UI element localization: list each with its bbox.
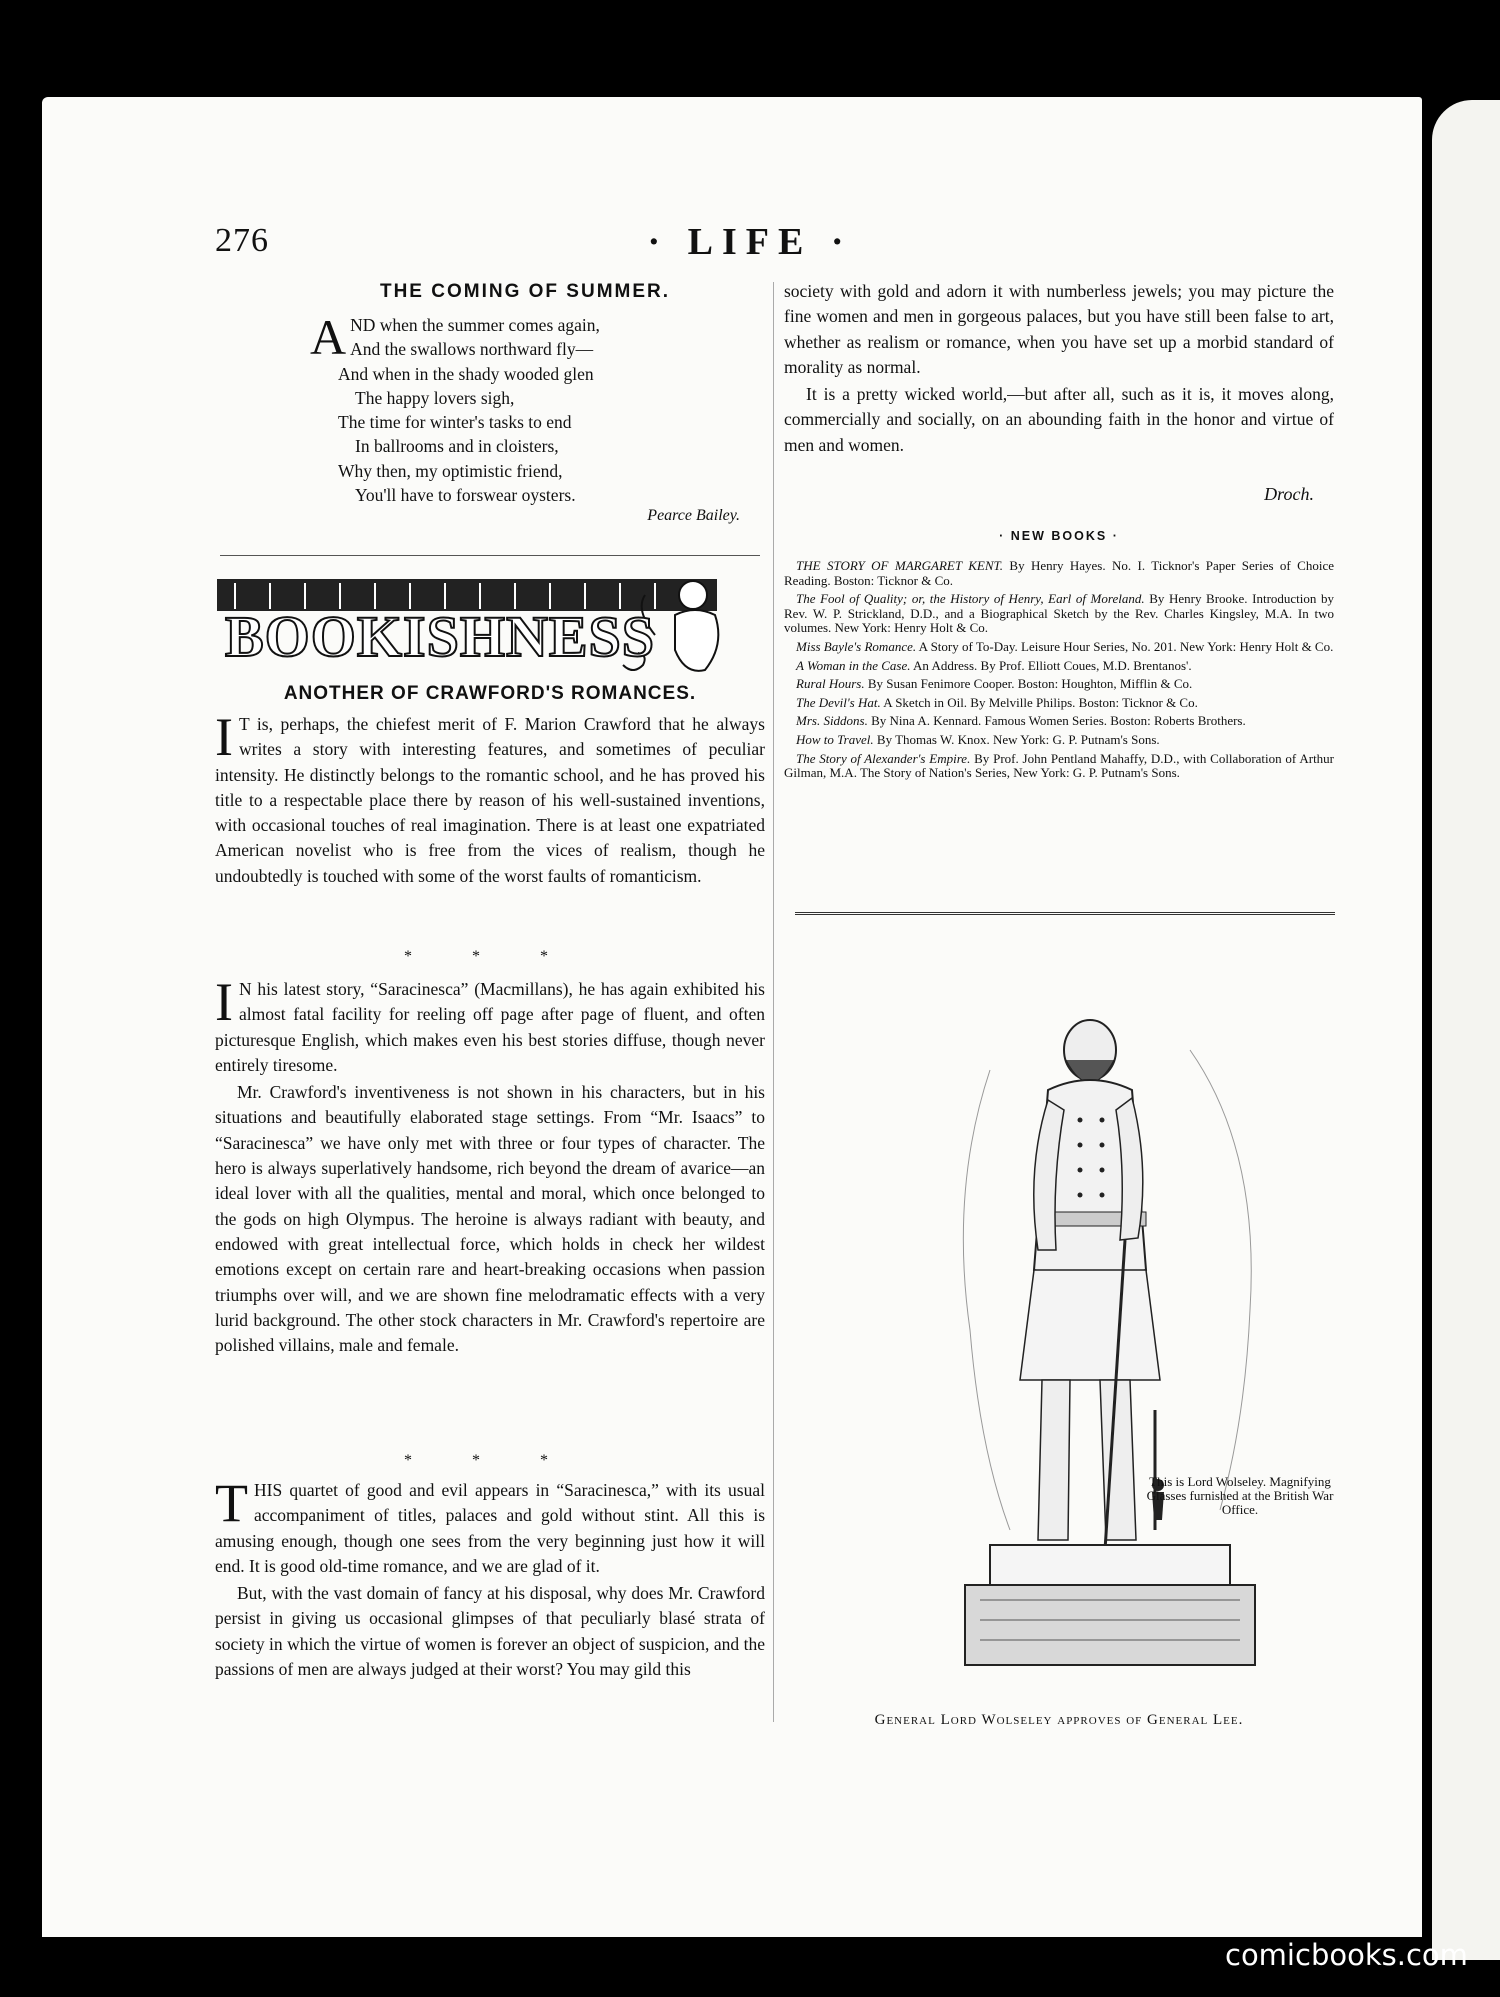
poem-line: And when in the shady wooded glen (338, 363, 594, 384)
book-title: Mrs. Siddons. (796, 713, 868, 729)
paragraph (215, 1473, 765, 1579)
poem-dropcap: A (310, 309, 347, 365)
masthead: · LIFE · (647, 221, 853, 263)
book-details: A Story of To-Day. Leisure Hour Series, No. 201. New York: Henry Holt & Co. (916, 638, 1334, 654)
poem-line: Why then, my optimistic friend, (338, 460, 563, 481)
book-title: How to Travel. (796, 731, 874, 747)
divider (220, 555, 760, 556)
article-body-left-2 (215, 972, 765, 1358)
paragraph (215, 707, 765, 889)
book-title: Miss Bayle's Romance. (796, 638, 917, 654)
bookishness-banner-title: BOOKISHNESS (225, 604, 656, 669)
new-books-list (784, 559, 1334, 785)
book-title: The Devil's Hat. (796, 694, 881, 710)
book-entry (784, 696, 1334, 711)
book-details: By Prof. John Pentland Mahaffy, D.D., with Collaboration of Arthur Gilman, M.A. The Story of Nation's Series, New York: G. P. Putnam's Sons. (784, 750, 1335, 781)
paragraph-text: HIS quartet of good and evil appears in “Saracinesca,” with its usual accompaniment of titles, palaces and gold without stint. All this is amusing enough, though one sees from the very beginning just how it will end. It is good old-time romance, and we are glad of it. (215, 1480, 765, 1576)
divider (795, 912, 1335, 915)
book-entry (784, 640, 1334, 655)
paragraph: It is a pretty wicked world,—but after all, such as it is, it moves along, commercially and socially, on an abounding faith in the honor and virtue of men and women. (784, 384, 1334, 455)
book-entry (784, 592, 1334, 636)
illustration-note: This is Lord Wolseley. Magnifying Glasses furnished at the British War Office. (1146, 1474, 1334, 1517)
book-entry (784, 733, 1334, 748)
paragraph-text: N his latest story, “Saracinesca” (Macmillans), he has again exhibited his almost fatal facility for reeling off page after page of fluent, and often picturesque English, which makes even his best stories diffuse, though never entirely tiresome. (215, 979, 765, 1075)
signature: Droch. (1264, 484, 1314, 504)
book-entry (784, 714, 1334, 729)
article-title: ANOTHER OF CRAWFORD'S ROMANCES. (283, 683, 697, 704)
poem-line: In ballrooms and in cloisters, (355, 436, 559, 457)
book-entry (784, 752, 1334, 781)
book-details: By Henry Brooke. Introduction by Rev. W. P. Strickland, D.D., and a Biographical Sketch by the Rev. Charles Kingsley, M.A. In two volumes. New York: Henry Holt & Co. (784, 591, 1334, 636)
book-title: The Fool of Quality; or, the History of Henry, Earl of Moreland. (796, 591, 1145, 607)
dropcap: I (215, 707, 233, 767)
poem-title: THE COMING OF SUMMER. (379, 281, 671, 302)
new-books-title: · NEW BOOKS · (999, 529, 1119, 543)
book-title: Rural Hours. (796, 676, 865, 692)
article-body-left (215, 707, 765, 889)
book-details: By Thomas W. Knox. New York: G. P. Putnam's Sons. (873, 731, 1160, 747)
watermark: comicbooks.com (1225, 1938, 1468, 1972)
book-details: An Address. By Prof. Elliott Coues, M.D. Brentanos'. (910, 657, 1192, 673)
poem-line: The time for winter's tasks to end (338, 412, 572, 433)
poem-author: Pearce Bailey. (647, 507, 740, 524)
book-entry (784, 677, 1334, 692)
book-details: By Henry Hayes. No. I. Ticknor's Paper Series of Choice Reading. Boston: Ticknor & Co. (784, 558, 1334, 588)
book-title: A Woman in the Case. (796, 657, 911, 673)
poem (310, 309, 780, 507)
statue-illustration (930, 990, 1350, 1670)
column-divider (773, 282, 774, 1722)
dropcap: I (215, 972, 233, 1032)
book-details: A Sketch in Oil. By Melville Philips. Boston: Ticknor & Co. (880, 694, 1198, 710)
poem-line: ND when the summer comes again, (350, 315, 600, 335)
section-separator: * * * (404, 1452, 576, 1469)
book-title: The Story of Alexander's Empire. (796, 750, 971, 766)
book-details: By Nina A. Kennard. Famous Women Series. Boston: Roberts Brothers. (867, 713, 1246, 729)
poem-line: And the swallows northward fly— (350, 339, 594, 360)
dropcap: T (215, 1473, 248, 1533)
book-title: THE STORY OF MARGARET KENT. (796, 558, 1004, 573)
paragraph: Mr. Crawford's inventiveness is not shown in his characters, but in his situations and beautifully elaborated stage settings. From “Mr. Isaacs” to “Saracinesca” we have only met with three or four types of character. The hero is always superlatively handsome, rich beyond the dream of avarice—an ideal lover with all the qualities, mental and moral, which once belonged to the gods on high Olympus. The heroine is always radiant with beauty, and endowed with great intellectual force, which holds in check her wildest emotions except on certain rare and heart-breaking occasions when passion triumphs over will, and we are shown fine melodramatic effects with a very lurid background. The other stock characters in Mr. Crawford's repertoire are polished villains, male and female. (215, 1082, 765, 1356)
poem-line: The happy lovers sigh, (355, 387, 515, 408)
next-page-edge (1432, 100, 1500, 1960)
book-entry (784, 559, 1334, 588)
book-details: By Susan Fenimore Cooper. Boston: Houghton, Mifflin & Co. (864, 676, 1193, 692)
paragraph: But, with the vast domain of fancy at his disposal, why does Mr. Crawford persist in giving us occasional glimpses of that peculiarly blasé strata of society in which the virtue of women is forever an object of suspicion, and the passions of men are always judged at their worst? You may gild this (215, 1583, 765, 1680)
paragraph: society with gold and adorn it with numberless jewels; you may picture the fine women and men in gorgeous palaces, but you have still been false to art, whether as realism or romance, when you have set up a morbid standard of morality as normal. (784, 281, 1334, 377)
illustration-caption: General Lord Wolseley approves of General Lee. (874, 1712, 1244, 1728)
article-body-left-3 (215, 1473, 765, 1682)
paragraph-text: T is, perhaps, the chiefest merit of F. Marion Crawford that he always writes a story with interesting features, and sometimes of peculiar intensity. He distinctly belongs to the romantic school, and he has proved his title to a respectable place there by reason of his well-sustained inventions, with occasional touches of real imagination. There is at least one expatriated American novelist who is free from the vices of realism, though he undoubtedly is touched with some of the worst faults of romanticism. (215, 714, 765, 886)
book-entry (784, 659, 1334, 674)
page-number: 276 (215, 222, 269, 259)
poem-line: You'll have to forswear oysters. (355, 485, 576, 506)
article-body-right (784, 279, 1334, 458)
paragraph (215, 972, 765, 1078)
section-separator: * * * (404, 948, 576, 965)
